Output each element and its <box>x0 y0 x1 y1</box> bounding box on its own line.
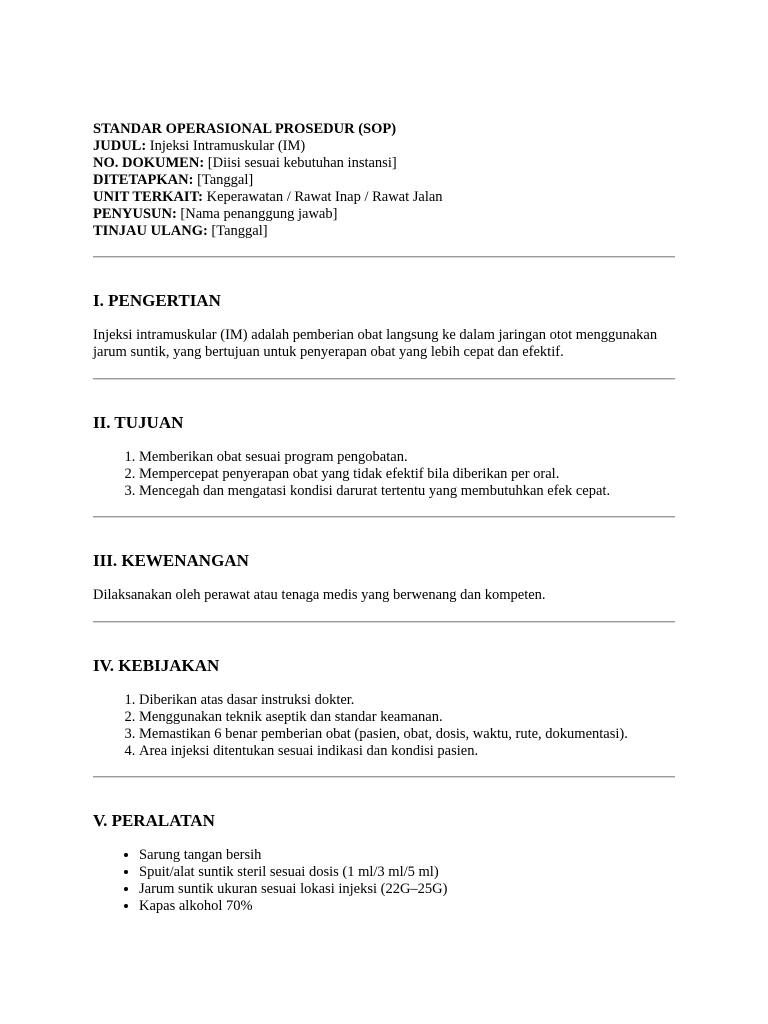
list-item: • Kapas alkohol 70% <box>139 898 675 915</box>
list-item: 2. Menggunakan teknik aseptik dan standar keamanan. <box>139 709 675 726</box>
field-unit-terkait <box>93 189 675 206</box>
list-item: 2. Mempercepat penyerapan obat yang tidak efektif bila diberikan per oral. <box>139 466 675 483</box>
pengertian-text: Injeksi intramuskular (IM) adalah pemberian obat langsung ke dalam jaringan otot menggunakan jarum suntik, yang bertujuan untuk penyerapan obat yang lebih cepat dan efektif. <box>93 327 658 360</box>
field-label: NO. DOKUMEN: <box>93 155 205 171</box>
field-label: TINJAU ULANG: <box>93 223 208 239</box>
field-no-dokumen <box>93 155 675 172</box>
peralatan-list <box>93 847 675 915</box>
tujuan-list <box>93 449 675 500</box>
field-value: [Nama penanggung jawab] <box>180 206 338 222</box>
list-item: 3. Memastikan 6 benar pemberian obat (pasien, obat, dosis, waktu, rute, dokumentasi). <box>139 726 675 743</box>
list-item: 1. Diberikan atas dasar instruksi dokter. <box>139 692 675 709</box>
field-penyusun <box>93 206 675 223</box>
field-label: JUDUL: <box>93 138 147 154</box>
document-header <box>93 121 675 240</box>
field-label: UNIT TERKAIT: <box>93 189 203 205</box>
document-title: STANDAR OPERASIONAL PROSEDUR (SOP) <box>93 121 397 137</box>
divider <box>93 621 675 623</box>
list-item: • Jarum suntik ukuran sesuai lokasi injeksi (22G–25G) <box>139 881 675 898</box>
section-title-kewenangan: III. KEWENANGAN <box>93 551 249 570</box>
section-title-peralatan: V. PERALATAN <box>93 811 215 830</box>
field-value: [Tanggal] <box>197 172 254 188</box>
divider <box>93 516 675 518</box>
list-item: 1. Memberikan obat sesuai program pengobatan. <box>139 449 675 466</box>
field-judul <box>93 138 675 155</box>
section-title-tujuan: II. TUJUAN <box>93 413 184 432</box>
kewenangan-text: Dilaksanakan oleh perawat atau tenaga medis yang berwenang dan kompeten. <box>93 587 546 603</box>
section-title-kebijakan: IV. KEBIJAKAN <box>93 656 220 675</box>
field-label: PENYUSUN: <box>93 206 177 222</box>
field-label: DITETAPKAN: <box>93 172 194 188</box>
section-title-pengertian: I. PENGERTIAN <box>93 291 221 310</box>
sop-document <box>93 121 675 915</box>
list-item: • Spuit/alat suntik steril sesuai dosis (1 ml/3 ml/5 ml) <box>139 864 675 881</box>
field-tinjau-ulang <box>93 223 675 240</box>
divider <box>93 378 675 380</box>
list-item: 4. Area injeksi ditentukan sesuai indikasi dan kondisi pasien. <box>139 743 675 760</box>
field-value: Keperawatan / Rawat Inap / Rawat Jalan <box>206 189 443 205</box>
field-value: Injeksi Intramuskular (IM) <box>149 138 306 154</box>
field-value: [Diisi sesuai kebutuhan instansi] <box>207 155 397 171</box>
divider <box>93 776 675 778</box>
field-ditetapkan <box>93 172 675 189</box>
field-value: [Tanggal] <box>211 223 268 239</box>
list-item: 3. Mencegah dan mengatasi kondisi darurat tertentu yang membutuhkan efek cepat. <box>139 483 675 500</box>
kebijakan-list <box>93 692 675 760</box>
divider <box>93 256 675 258</box>
list-item: • Sarung tangan bersih <box>139 847 675 864</box>
